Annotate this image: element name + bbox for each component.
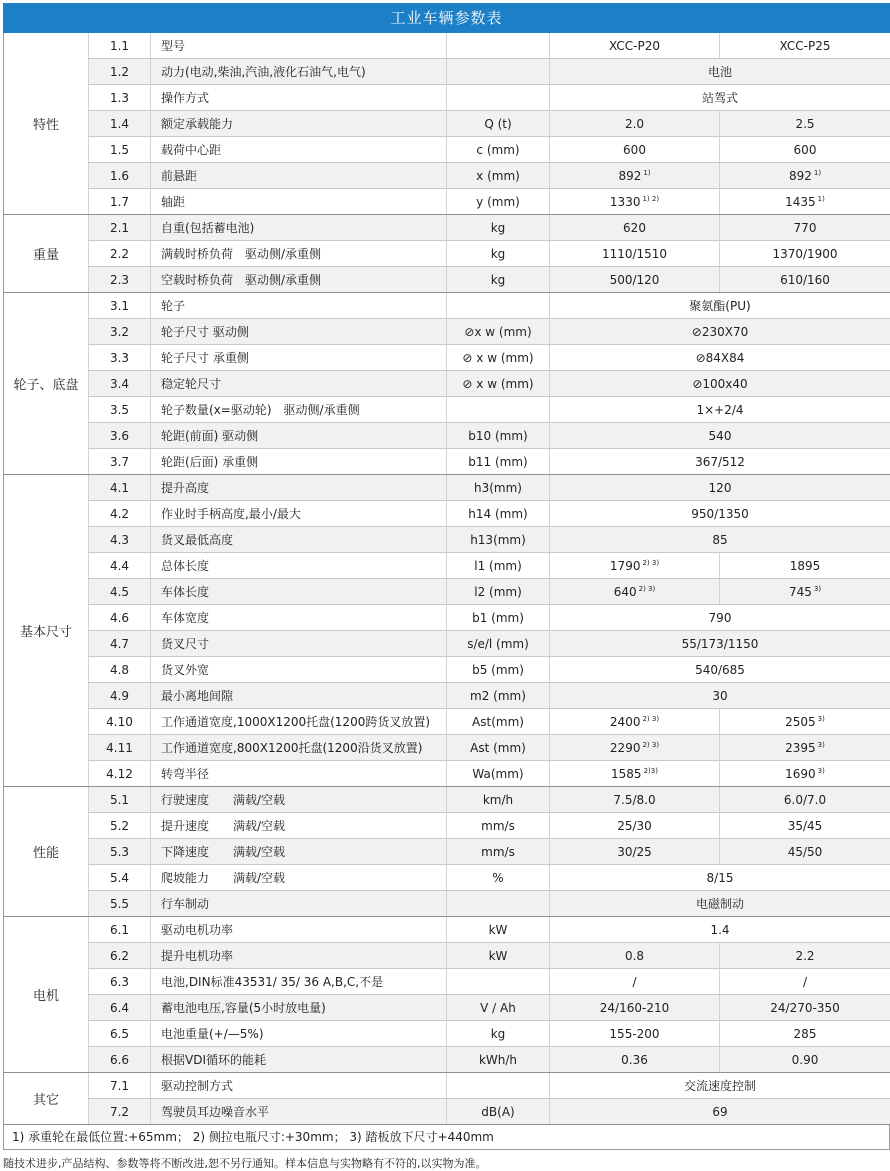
table-row	[4, 293, 890, 319]
value-p25	[720, 1021, 890, 1047]
item-number: 4.11	[89, 735, 151, 761]
value-p25	[720, 189, 890, 215]
value-p20	[550, 787, 720, 813]
value-p20	[550, 813, 720, 839]
value-merged: 电池	[550, 59, 890, 85]
unit-cell: Ast(mm)	[447, 709, 550, 735]
value-p20	[550, 267, 720, 293]
value-text: XCC-P25	[779, 38, 831, 53]
unit-cell	[447, 1073, 550, 1099]
item-number: 4.5	[89, 579, 151, 605]
value-text: 24/270-350	[770, 1000, 840, 1015]
value-merged: 30	[550, 683, 890, 709]
item-name: 动力(电动,柴油,汽油,液化石油气,电气)	[151, 59, 447, 85]
item-name: 稳定轮尺寸	[151, 371, 447, 397]
value-p25	[720, 943, 890, 969]
item-number: 1.3	[89, 85, 151, 111]
item-name: 电池,DIN标准43531/ 35/ 36 A,B,C,不是	[151, 969, 447, 995]
table-row	[4, 345, 890, 371]
category-cell: 电机	[4, 917, 89, 1073]
value-text: 610/160	[780, 272, 830, 287]
unit-cell: ⊘x w (mm)	[447, 319, 550, 345]
spec-table	[3, 33, 890, 1125]
item-name: 车体长度	[151, 579, 447, 605]
value-text: 745	[788, 584, 812, 599]
table-row	[4, 969, 890, 995]
value-p25	[720, 111, 890, 137]
value-text: 2505	[785, 714, 816, 729]
value-merged: 85	[550, 527, 890, 553]
table-row	[4, 943, 890, 969]
value-text: 770	[793, 220, 817, 235]
value-text: 1370/1900	[772, 246, 838, 261]
item-number: 5.1	[89, 787, 151, 813]
unit-cell: mm/s	[447, 813, 550, 839]
value-text: 45/50	[787, 844, 823, 859]
table-row	[4, 267, 890, 293]
value-text: 285	[793, 1026, 817, 1041]
item-number: 4.6	[89, 605, 151, 631]
item-name: 轮子尺寸 驱动侧	[151, 319, 447, 345]
value-merged: 8/15	[550, 865, 890, 891]
value-p25	[720, 163, 890, 189]
value-text: 0.90	[791, 1052, 819, 1067]
footnote-marker: 3)	[817, 766, 825, 775]
table-row	[4, 891, 890, 917]
item-name: 轮子数量(x=驱动轮) 驱动侧/承重侧	[151, 397, 447, 423]
value-p20	[550, 709, 720, 735]
unit-cell: kg	[447, 1021, 550, 1047]
value-p25	[720, 579, 890, 605]
footnote-marker: 1)	[817, 194, 825, 203]
table-row	[4, 683, 890, 709]
value-p20	[550, 839, 720, 865]
item-name: 电池重量(+/—5%)	[151, 1021, 447, 1047]
unit-cell: b1 (mm)	[447, 605, 550, 631]
item-number: 4.8	[89, 657, 151, 683]
footnote-marker: 1)	[813, 168, 822, 177]
footnote-marker: 1) 2)	[642, 194, 660, 203]
item-number: 3.3	[89, 345, 151, 371]
item-name: 型号	[151, 33, 447, 59]
unit-cell: kW	[447, 943, 550, 969]
unit-cell: b5 (mm)	[447, 657, 550, 683]
item-name: 提升高度	[151, 475, 447, 501]
value-text: 640	[613, 584, 637, 599]
item-number: 5.2	[89, 813, 151, 839]
item-name: 提升电机功率	[151, 943, 447, 969]
unit-cell: h3(mm)	[447, 475, 550, 501]
value-text: 1790	[609, 558, 641, 573]
item-name: 操作方式	[151, 85, 447, 111]
value-text: 600	[623, 142, 646, 157]
value-text: 1895	[789, 558, 821, 573]
table-row	[4, 319, 890, 345]
value-p20	[550, 969, 720, 995]
value-p20	[550, 33, 720, 59]
unit-cell	[447, 85, 550, 111]
value-merged: 950/1350	[550, 501, 890, 527]
unit-cell: V / Ah	[447, 995, 550, 1021]
item-number: 1.2	[89, 59, 151, 85]
table-row	[4, 761, 890, 787]
value-text: 7.5/8.0	[613, 792, 656, 807]
item-name: 货叉最低高度	[151, 527, 447, 553]
category-cell: 重量	[4, 215, 89, 293]
footnote-marker: 2) 3)	[642, 558, 660, 567]
table-row	[4, 865, 890, 891]
unit-cell	[447, 33, 550, 59]
item-name: 驱动电机功率	[151, 917, 447, 943]
item-name: 驱动控制方式	[151, 1073, 447, 1099]
unit-cell: kg	[447, 241, 550, 267]
table-row	[4, 397, 890, 423]
unit-cell: km/h	[447, 787, 550, 813]
item-number: 4.7	[89, 631, 151, 657]
value-text: /	[802, 974, 808, 989]
item-number: 4.9	[89, 683, 151, 709]
unit-cell: %	[447, 865, 550, 891]
value-p25	[720, 761, 890, 787]
item-name: 轮子尺寸 承重侧	[151, 345, 447, 371]
category-cell: 基本尺寸	[4, 475, 89, 787]
item-name: 轴距	[151, 189, 447, 215]
item-number: 5.3	[89, 839, 151, 865]
value-merged: 交流速度控制	[550, 1073, 890, 1099]
unit-cell: h13(mm)	[447, 527, 550, 553]
value-text: 2.5	[795, 116, 815, 131]
item-number: 1.1	[89, 33, 151, 59]
value-text: 500/120	[609, 272, 660, 287]
value-p20	[550, 735, 720, 761]
item-name: 轮子	[151, 293, 447, 319]
value-text: 620	[623, 220, 646, 235]
unit-cell: l1 (mm)	[447, 553, 550, 579]
table-row	[4, 85, 890, 111]
item-name: 货叉外宽	[151, 657, 447, 683]
value-p25	[720, 241, 890, 267]
unit-cell: kWh/h	[447, 1047, 550, 1073]
table-row	[4, 631, 890, 657]
value-text: XCC-P20	[609, 38, 660, 53]
value-p20	[550, 189, 720, 215]
value-merged: 站驾式	[550, 85, 890, 111]
value-p20	[550, 111, 720, 137]
item-number: 7.1	[89, 1073, 151, 1099]
table-row	[4, 1073, 890, 1099]
value-p25	[720, 1047, 890, 1073]
value-text: 1435	[785, 194, 816, 209]
item-number: 6.6	[89, 1047, 151, 1073]
item-name: 工作通道宽度,800X1200托盘(1200沿货叉放置)	[151, 735, 447, 761]
item-number: 6.3	[89, 969, 151, 995]
table-row	[4, 527, 890, 553]
item-number: 5.4	[89, 865, 151, 891]
footnote-marker: 1)	[643, 168, 651, 177]
item-name: 满载时桥负荷 驱动侧/承重侧	[151, 241, 447, 267]
unit-cell: mm/s	[447, 839, 550, 865]
value-text: 155-200	[609, 1026, 660, 1041]
table-row	[4, 709, 890, 735]
value-p20	[550, 1047, 720, 1073]
value-merged: 790	[550, 605, 890, 631]
value-text: 0.36	[621, 1052, 648, 1067]
item-name: 作业时手柄高度,最小/最大	[151, 501, 447, 527]
value-text: 892	[618, 168, 642, 183]
item-name: 下降速度 满载/空载	[151, 839, 447, 865]
item-number: 4.4	[89, 553, 151, 579]
unit-cell: c (mm)	[447, 137, 550, 163]
value-text: 1585	[611, 766, 642, 781]
footnote-marker: 3)	[813, 584, 822, 593]
footnote: 1) 承重轮在最低位置:+65mm； 2) 侧拉电瓶尺寸:+30mm； 3) 踏板放下尺寸+440mm	[3, 1125, 890, 1150]
item-number: 3.2	[89, 319, 151, 345]
value-text: 1110/1510	[601, 246, 668, 261]
table-row	[4, 995, 890, 1021]
category-cell: 其它	[4, 1073, 89, 1125]
item-name: 提升速度 满载/空载	[151, 813, 447, 839]
table-row	[4, 657, 890, 683]
value-text: 25/30	[617, 818, 652, 833]
value-p25	[720, 839, 890, 865]
value-p25	[720, 33, 890, 59]
item-name: 车体宽度	[151, 605, 447, 631]
value-text: 2.2	[795, 948, 815, 963]
item-name: 驾驶员耳边噪音水平	[151, 1099, 447, 1125]
value-p25	[720, 969, 890, 995]
footnote-marker: 2) 3)	[642, 714, 660, 723]
item-number: 2.1	[89, 215, 151, 241]
table-row	[4, 33, 890, 59]
table-row	[4, 189, 890, 215]
value-merged: 1×+2/4	[550, 397, 890, 423]
item-name: 根据VDI循环的能耗	[151, 1047, 447, 1073]
value-p25	[720, 787, 890, 813]
item-name: 货叉尺寸	[151, 631, 447, 657]
item-name: 载荷中心距	[151, 137, 447, 163]
item-number: 7.2	[89, 1099, 151, 1125]
item-number: 3.4	[89, 371, 151, 397]
value-p20	[550, 163, 720, 189]
item-number: 2.2	[89, 241, 151, 267]
value-merged: 120	[550, 475, 890, 501]
item-name: 最小离地间隙	[151, 683, 447, 709]
item-number: 4.3	[89, 527, 151, 553]
unit-cell: kg	[447, 267, 550, 293]
table-row	[4, 241, 890, 267]
value-p20	[550, 241, 720, 267]
footnote-marker: 2) 3)	[638, 584, 656, 593]
item-name: 爬坡能力 满载/空载	[151, 865, 447, 891]
item-name: 额定承载能力	[151, 111, 447, 137]
unit-cell: dB(A)	[447, 1099, 550, 1125]
table-row	[4, 917, 890, 943]
unit-cell: Wa(mm)	[447, 761, 550, 787]
unit-cell: ⊘ x w (mm)	[447, 345, 550, 371]
unit-cell	[447, 293, 550, 319]
table-row	[4, 501, 890, 527]
table-row	[4, 215, 890, 241]
item-name: 转弯半径	[151, 761, 447, 787]
unit-cell: l2 (mm)	[447, 579, 550, 605]
item-name: 空载时桥负荷 驱动侧/承重侧	[151, 267, 447, 293]
value-merged: 540/685	[550, 657, 890, 683]
unit-cell: b10 (mm)	[447, 423, 550, 449]
item-name: 行车制动	[151, 891, 447, 917]
value-text: 2.0	[624, 116, 645, 131]
value-p25	[720, 995, 890, 1021]
item-number: 4.10	[89, 709, 151, 735]
table-row	[4, 1047, 890, 1073]
category-cell: 性能	[4, 787, 89, 917]
value-merged: 69	[550, 1099, 890, 1125]
table-title: 工业车辆参数表	[3, 3, 890, 33]
value-p20	[550, 761, 720, 787]
value-p20	[550, 1021, 720, 1047]
value-p25	[720, 709, 890, 735]
table-row	[4, 605, 890, 631]
value-text: 1330	[609, 194, 641, 209]
table-row	[4, 59, 890, 85]
table-row	[4, 787, 890, 813]
item-number: 5.5	[89, 891, 151, 917]
item-number: 1.7	[89, 189, 151, 215]
value-merged: ⊘100x40	[550, 371, 890, 397]
unit-cell: s/e/l (mm)	[447, 631, 550, 657]
table-row	[4, 423, 890, 449]
category-cell: 特性	[4, 33, 89, 215]
item-number: 3.6	[89, 423, 151, 449]
value-text: 24/160-210	[599, 1000, 670, 1015]
item-number: 3.7	[89, 449, 151, 475]
item-name: 蓄电池电压,容量(5小时放电量)	[151, 995, 447, 1021]
value-merged: 540	[550, 423, 890, 449]
value-p20	[550, 995, 720, 1021]
item-number: 6.1	[89, 917, 151, 943]
item-number: 6.5	[89, 1021, 151, 1047]
value-text: 30/25	[617, 844, 652, 859]
unit-cell: kW	[447, 917, 550, 943]
item-name: 轮距(前面) 驱动侧	[151, 423, 447, 449]
value-p20	[550, 553, 720, 579]
item-number: 3.5	[89, 397, 151, 423]
item-number: 1.4	[89, 111, 151, 137]
value-p25	[720, 137, 890, 163]
table-row	[4, 839, 890, 865]
item-name: 行驶速度 满载/空载	[151, 787, 447, 813]
value-text: 0.8	[624, 948, 645, 963]
value-text: 6.0/7.0	[783, 792, 827, 807]
unit-cell: m2 (mm)	[447, 683, 550, 709]
value-text: 1690	[785, 766, 816, 781]
category-cell: 轮子、底盘	[4, 293, 89, 475]
value-p25	[720, 215, 890, 241]
value-text: 2395	[785, 740, 816, 755]
item-name: 总体长度	[151, 553, 447, 579]
item-number: 6.2	[89, 943, 151, 969]
table-row	[4, 371, 890, 397]
item-number: 4.12	[89, 761, 151, 787]
unit-cell: Ast (mm)	[447, 735, 550, 761]
item-name: 工作通道宽度,1000X1200托盘(1200跨货叉放置)	[151, 709, 447, 735]
item-name: 自重(包括蓄电池)	[151, 215, 447, 241]
item-number: 2.3	[89, 267, 151, 293]
value-p20	[550, 579, 720, 605]
unit-cell: y (mm)	[447, 189, 550, 215]
value-merged: 55/173/1150	[550, 631, 890, 657]
value-text: 892	[788, 168, 812, 183]
footnote-marker: 2)3)	[643, 766, 658, 775]
table-row	[4, 163, 890, 189]
value-p25	[720, 813, 890, 839]
value-merged: 367/512	[550, 449, 890, 475]
unit-cell: ⊘ x w (mm)	[447, 371, 550, 397]
table-row	[4, 735, 890, 761]
unit-cell: kg	[447, 215, 550, 241]
table-row	[4, 475, 890, 501]
unit-cell	[447, 969, 550, 995]
value-text: 2290	[609, 740, 641, 755]
value-merged: 电磁制动	[550, 891, 890, 917]
value-p25	[720, 553, 890, 579]
value-text: 600	[793, 142, 817, 157]
unit-cell	[447, 59, 550, 85]
table-row	[4, 111, 890, 137]
table-row	[4, 813, 890, 839]
table-row	[4, 1099, 890, 1125]
unit-cell: x (mm)	[447, 163, 550, 189]
unit-cell: b11 (mm)	[447, 449, 550, 475]
table-row	[4, 1021, 890, 1047]
unit-cell	[447, 891, 550, 917]
unit-cell: h14 (mm)	[447, 501, 550, 527]
footnote-marker: 2) 3)	[642, 740, 660, 749]
table-row	[4, 449, 890, 475]
value-text: /	[632, 974, 637, 989]
item-name: 轮距(后面) 承重侧	[151, 449, 447, 475]
value-p25	[720, 735, 890, 761]
value-text: 35/45	[787, 818, 823, 833]
footnote-marker: 3)	[817, 740, 825, 749]
value-p20	[550, 943, 720, 969]
item-number: 3.1	[89, 293, 151, 319]
spec-sheet	[3, 3, 890, 1150]
disclaimer: 随技术进步,产品结构、参数等将不断改进,恕不另行通知。样本信息与实物略有不符的,以实物为准。	[3, 1157, 487, 1170]
value-text: 2400	[609, 714, 641, 729]
footnote-marker: 3)	[817, 714, 825, 723]
value-merged: 1.4	[550, 917, 890, 943]
value-p20	[550, 137, 720, 163]
value-merged: ⊘230X70	[550, 319, 890, 345]
item-number: 1.6	[89, 163, 151, 189]
value-p20	[550, 215, 720, 241]
item-number: 6.4	[89, 995, 151, 1021]
value-p25	[720, 267, 890, 293]
value-merged: ⊘84X84	[550, 345, 890, 371]
table-row	[4, 137, 890, 163]
item-number: 4.1	[89, 475, 151, 501]
table-row	[4, 553, 890, 579]
unit-cell	[447, 397, 550, 423]
item-number: 1.5	[89, 137, 151, 163]
unit-cell: Q (t)	[447, 111, 550, 137]
value-merged: 聚氨酯(PU)	[550, 293, 890, 319]
item-name: 前悬距	[151, 163, 447, 189]
table-row	[4, 579, 890, 605]
item-number: 4.2	[89, 501, 151, 527]
